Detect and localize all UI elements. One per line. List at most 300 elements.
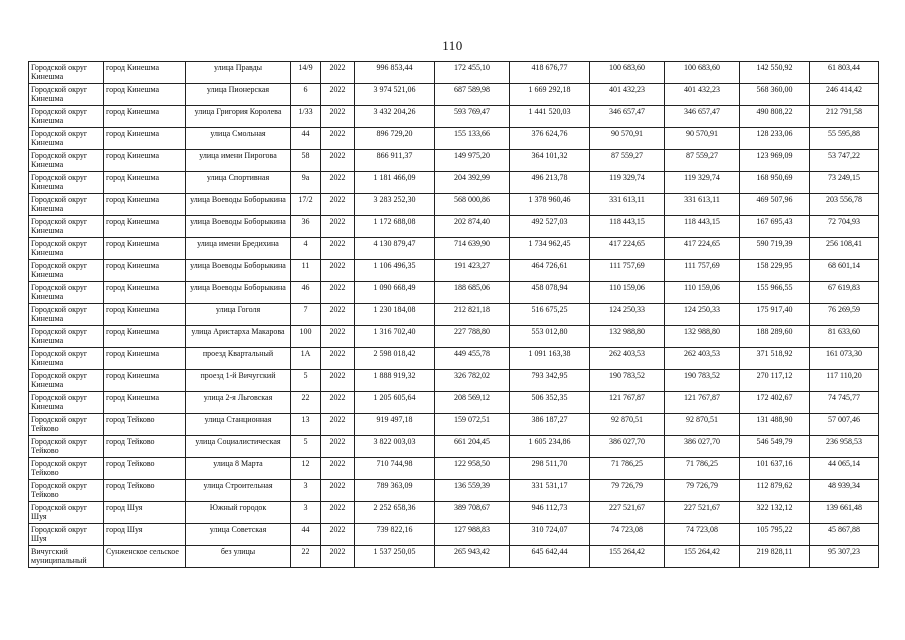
year-cell: 2022 bbox=[321, 62, 355, 84]
table-row bbox=[29, 260, 879, 282]
table-row bbox=[29, 62, 879, 84]
amount-cell-6: 67 619,83 bbox=[810, 282, 879, 304]
locality-cell: город Шуя bbox=[104, 502, 186, 524]
locality-cell: город Кинешма bbox=[104, 216, 186, 238]
total-cost-cell: 1 106 496,35 bbox=[355, 260, 435, 282]
amount-cell-3: 100 683,60 bbox=[590, 62, 665, 84]
street-cell: улица Воеводы Боборыкина bbox=[186, 194, 291, 216]
year-cell: 2022 bbox=[321, 304, 355, 326]
municipality-cell: Городской округ Кинешма bbox=[29, 370, 104, 392]
table-row bbox=[29, 414, 879, 436]
amount-cell-1: 191 423,27 bbox=[435, 260, 510, 282]
municipality-cell: Городской округ Тейково bbox=[29, 436, 104, 458]
total-cost-cell: 3 432 204,26 bbox=[355, 106, 435, 128]
house-number-cell: 44 bbox=[291, 524, 321, 546]
street-cell: проезд 1-й Вичугский bbox=[186, 370, 291, 392]
amount-cell-2: 331 531,17 bbox=[510, 480, 590, 502]
municipality-cell: Вичугский муниципальный bbox=[29, 546, 104, 568]
amount-cell-2: 1 441 520,03 bbox=[510, 106, 590, 128]
table-row bbox=[29, 348, 879, 370]
municipality-cell: Городской округ Кинешма bbox=[29, 84, 104, 106]
amount-cell-4: 155 264,42 bbox=[665, 546, 740, 568]
total-cost-cell: 866 911,37 bbox=[355, 150, 435, 172]
municipality-cell: Городской округ Кинешма bbox=[29, 326, 104, 348]
amount-cell-4: 118 443,15 bbox=[665, 216, 740, 238]
amount-cell-1: 208 569,12 bbox=[435, 392, 510, 414]
amount-cell-5: 131 488,90 bbox=[740, 414, 810, 436]
amount-cell-3: 262 403,53 bbox=[590, 348, 665, 370]
amount-cell-5: 168 950,69 bbox=[740, 172, 810, 194]
amount-cell-5: 175 917,40 bbox=[740, 304, 810, 326]
year-cell: 2022 bbox=[321, 150, 355, 172]
municipality-cell: Городской округ Кинешма bbox=[29, 194, 104, 216]
amount-cell-3: 74 723,08 bbox=[590, 524, 665, 546]
year-cell: 2022 bbox=[321, 348, 355, 370]
street-cell: улица Правды bbox=[186, 62, 291, 84]
amount-cell-1: 568 000,86 bbox=[435, 194, 510, 216]
street-cell: улица имени Пирогова bbox=[186, 150, 291, 172]
house-number-cell: 11 bbox=[291, 260, 321, 282]
table-row bbox=[29, 436, 879, 458]
amount-cell-6: 55 595,88 bbox=[810, 128, 879, 150]
total-cost-cell: 1 090 668,49 bbox=[355, 282, 435, 304]
amount-cell-3: 110 159,06 bbox=[590, 282, 665, 304]
street-cell: улица имени Бредихина bbox=[186, 238, 291, 260]
year-cell: 2022 bbox=[321, 546, 355, 568]
amount-cell-5: 590 719,39 bbox=[740, 238, 810, 260]
street-cell: улица Воеводы Боборыкина bbox=[186, 216, 291, 238]
year-cell: 2022 bbox=[321, 238, 355, 260]
amount-cell-1: 687 589,98 bbox=[435, 84, 510, 106]
house-number-cell: 5 bbox=[291, 436, 321, 458]
year-cell: 2022 bbox=[321, 216, 355, 238]
amount-cell-3: 190 783,52 bbox=[590, 370, 665, 392]
municipality-cell: Городской округ Тейково bbox=[29, 414, 104, 436]
year-cell: 2022 bbox=[321, 128, 355, 150]
year-cell: 2022 bbox=[321, 84, 355, 106]
house-number-cell: 7 bbox=[291, 304, 321, 326]
amount-cell-4: 132 988,80 bbox=[665, 326, 740, 348]
year-cell: 2022 bbox=[321, 370, 355, 392]
amount-cell-6: 139 661,48 bbox=[810, 502, 879, 524]
amount-cell-6: 48 939,34 bbox=[810, 480, 879, 502]
amount-cell-4: 90 570,91 bbox=[665, 128, 740, 150]
table-row bbox=[29, 304, 879, 326]
amount-cell-3: 401 432,23 bbox=[590, 84, 665, 106]
house-number-cell: 1А bbox=[291, 348, 321, 370]
amount-cell-4: 262 403,53 bbox=[665, 348, 740, 370]
amount-cell-2: 418 676,77 bbox=[510, 62, 590, 84]
street-cell: улица Воеводы Боборыкина bbox=[186, 260, 291, 282]
amount-cell-1: 202 874,40 bbox=[435, 216, 510, 238]
amount-cell-2: 1 091 163,38 bbox=[510, 348, 590, 370]
locality-cell: город Кинешма bbox=[104, 84, 186, 106]
total-cost-cell: 789 363,09 bbox=[355, 480, 435, 502]
house-number-cell: 58 bbox=[291, 150, 321, 172]
amount-cell-2: 496 213,78 bbox=[510, 172, 590, 194]
amount-cell-6: 117 110,20 bbox=[810, 370, 879, 392]
amount-cell-6: 72 704,93 bbox=[810, 216, 879, 238]
amount-cell-2: 364 101,32 bbox=[510, 150, 590, 172]
house-number-cell: 5 bbox=[291, 370, 321, 392]
locality-cell: город Кинешма bbox=[104, 150, 186, 172]
amount-cell-4: 71 786,25 bbox=[665, 458, 740, 480]
amount-cell-1: 122 958,50 bbox=[435, 458, 510, 480]
amount-cell-1: 714 639,90 bbox=[435, 238, 510, 260]
amount-cell-1: 155 133,66 bbox=[435, 128, 510, 150]
house-number-cell: 36 bbox=[291, 216, 321, 238]
street-cell: улица Социалистическая bbox=[186, 436, 291, 458]
amount-cell-5: 128 233,06 bbox=[740, 128, 810, 150]
amount-cell-4: 100 683,60 bbox=[665, 62, 740, 84]
street-cell: улица Советская bbox=[186, 524, 291, 546]
house-number-cell: 44 bbox=[291, 128, 321, 150]
amount-cell-1: 204 392,99 bbox=[435, 172, 510, 194]
amount-cell-1: 172 455,10 bbox=[435, 62, 510, 84]
amount-cell-1: 593 769,47 bbox=[435, 106, 510, 128]
total-cost-cell: 3 974 521,06 bbox=[355, 84, 435, 106]
amount-cell-5: 158 229,95 bbox=[740, 260, 810, 282]
street-cell: улица Пионерская bbox=[186, 84, 291, 106]
total-cost-cell: 3 283 252,30 bbox=[355, 194, 435, 216]
amount-cell-1: 212 821,18 bbox=[435, 304, 510, 326]
municipality-cell: Городской округ Шуя bbox=[29, 524, 104, 546]
year-cell: 2022 bbox=[321, 172, 355, 194]
municipality-cell: Городской округ Кинешма bbox=[29, 150, 104, 172]
total-cost-cell: 1 316 702,40 bbox=[355, 326, 435, 348]
year-cell: 2022 bbox=[321, 260, 355, 282]
amount-cell-4: 110 159,06 bbox=[665, 282, 740, 304]
amount-cell-3: 132 988,80 bbox=[590, 326, 665, 348]
total-cost-cell: 2 252 658,36 bbox=[355, 502, 435, 524]
amount-cell-2: 1 734 962,45 bbox=[510, 238, 590, 260]
amount-cell-5: 105 795,22 bbox=[740, 524, 810, 546]
amount-cell-4: 190 783,52 bbox=[665, 370, 740, 392]
amount-cell-3: 346 657,47 bbox=[590, 106, 665, 128]
street-cell: улица Спортивная bbox=[186, 172, 291, 194]
house-number-cell: 17/2 bbox=[291, 194, 321, 216]
amount-cell-5: 112 879,62 bbox=[740, 480, 810, 502]
house-number-cell: 22 bbox=[291, 546, 321, 568]
amount-cell-6: 95 307,23 bbox=[810, 546, 879, 568]
table-row bbox=[29, 238, 879, 260]
total-cost-cell: 996 853,44 bbox=[355, 62, 435, 84]
locality-cell: город Тейково bbox=[104, 414, 186, 436]
amount-cell-5: 142 550,92 bbox=[740, 62, 810, 84]
year-cell: 2022 bbox=[321, 282, 355, 304]
table-row bbox=[29, 150, 879, 172]
locality-cell: город Тейково bbox=[104, 480, 186, 502]
street-cell: улица 8 Марта bbox=[186, 458, 291, 480]
street-cell: улица Григория Королева bbox=[186, 106, 291, 128]
amount-cell-3: 331 613,11 bbox=[590, 194, 665, 216]
amount-cell-4: 92 870,51 bbox=[665, 414, 740, 436]
amount-cell-6: 256 108,41 bbox=[810, 238, 879, 260]
locality-cell: город Кинешма bbox=[104, 172, 186, 194]
amount-cell-2: 376 624,76 bbox=[510, 128, 590, 150]
total-cost-cell: 1 181 466,09 bbox=[355, 172, 435, 194]
amount-cell-5: 490 808,22 bbox=[740, 106, 810, 128]
municipality-cell: Городской округ Кинешма bbox=[29, 260, 104, 282]
municipality-cell: Городской округ Кинешма bbox=[29, 128, 104, 150]
amount-cell-6: 73 249,15 bbox=[810, 172, 879, 194]
amount-cell-2: 1 669 292,18 bbox=[510, 84, 590, 106]
amount-cell-3: 417 224,65 bbox=[590, 238, 665, 260]
locality-cell: город Тейково bbox=[104, 458, 186, 480]
year-cell: 2022 bbox=[321, 436, 355, 458]
municipality-cell: Городской округ Кинешма bbox=[29, 238, 104, 260]
municipality-cell: Городской округ Тейково bbox=[29, 458, 104, 480]
municipality-cell: Городской округ Кинешма bbox=[29, 392, 104, 414]
locality-cell: город Кинешма bbox=[104, 326, 186, 348]
amount-cell-6: 246 414,42 bbox=[810, 84, 879, 106]
amount-cell-6: 161 073,30 bbox=[810, 348, 879, 370]
amount-cell-4: 417 224,65 bbox=[665, 238, 740, 260]
amount-cell-6: 61 803,44 bbox=[810, 62, 879, 84]
house-number-cell: 46 bbox=[291, 282, 321, 304]
amount-cell-4: 124 250,33 bbox=[665, 304, 740, 326]
amount-cell-2: 516 675,25 bbox=[510, 304, 590, 326]
amount-cell-1: 449 455,78 bbox=[435, 348, 510, 370]
amount-cell-3: 121 767,87 bbox=[590, 392, 665, 414]
locality-cell: город Кинешма bbox=[104, 392, 186, 414]
page-number: 110 bbox=[442, 38, 463, 53]
municipality-cell: Городской округ Кинешма bbox=[29, 282, 104, 304]
house-number-cell: 3 bbox=[291, 502, 321, 524]
amount-cell-3: 92 870,51 bbox=[590, 414, 665, 436]
year-cell: 2022 bbox=[321, 502, 355, 524]
amount-cell-6: 53 747,22 bbox=[810, 150, 879, 172]
locality-cell: город Кинешма bbox=[104, 106, 186, 128]
amount-cell-3: 155 264,42 bbox=[590, 546, 665, 568]
locality-cell: город Кинешма bbox=[104, 194, 186, 216]
amount-cell-5: 188 289,60 bbox=[740, 326, 810, 348]
house-number-cell: 4 bbox=[291, 238, 321, 260]
amount-cell-4: 74 723,08 bbox=[665, 524, 740, 546]
year-cell: 2022 bbox=[321, 524, 355, 546]
municipality-cell: Городской округ Тейково bbox=[29, 480, 104, 502]
locality-cell: город Кинешма bbox=[104, 128, 186, 150]
amount-cell-6: 44 065,14 bbox=[810, 458, 879, 480]
year-cell: 2022 bbox=[321, 458, 355, 480]
amount-cell-4: 111 757,69 bbox=[665, 260, 740, 282]
amount-cell-4: 386 027,70 bbox=[665, 436, 740, 458]
amount-cell-2: 464 726,61 bbox=[510, 260, 590, 282]
amount-cell-4: 346 657,47 bbox=[665, 106, 740, 128]
amount-cell-6: 212 791,58 bbox=[810, 106, 879, 128]
year-cell: 2022 bbox=[321, 392, 355, 414]
amount-cell-2: 298 511,70 bbox=[510, 458, 590, 480]
locality-cell: город Кинешма bbox=[104, 304, 186, 326]
amount-cell-2: 1 378 960,46 bbox=[510, 194, 590, 216]
amount-cell-2: 946 112,73 bbox=[510, 502, 590, 524]
table-row bbox=[29, 326, 879, 348]
amount-cell-5: 167 695,43 bbox=[740, 216, 810, 238]
table-row bbox=[29, 524, 879, 546]
amount-cell-6: 203 556,78 bbox=[810, 194, 879, 216]
table-row bbox=[29, 282, 879, 304]
house-number-cell: 13 bbox=[291, 414, 321, 436]
house-number-cell: 1/33 bbox=[291, 106, 321, 128]
house-number-cell: 100 bbox=[291, 326, 321, 348]
amount-cell-2: 553 012,80 bbox=[510, 326, 590, 348]
table-row bbox=[29, 194, 879, 216]
amount-cell-4: 331 613,11 bbox=[665, 194, 740, 216]
amount-cell-2: 310 724,07 bbox=[510, 524, 590, 546]
house-number-cell: 14/9 bbox=[291, 62, 321, 84]
municipality-cell: Городской округ Кинешма bbox=[29, 304, 104, 326]
street-cell: Южный городок bbox=[186, 502, 291, 524]
total-cost-cell: 1 205 605,64 bbox=[355, 392, 435, 414]
amount-cell-6: 45 867,88 bbox=[810, 524, 879, 546]
year-cell: 2022 bbox=[321, 106, 355, 128]
amount-cell-2: 645 642,44 bbox=[510, 546, 590, 568]
table-row bbox=[29, 172, 879, 194]
amount-cell-2: 492 527,03 bbox=[510, 216, 590, 238]
amount-cell-1: 661 204,45 bbox=[435, 436, 510, 458]
total-cost-cell: 710 744,98 bbox=[355, 458, 435, 480]
street-cell: улица Аристарха Макарова bbox=[186, 326, 291, 348]
locality-cell: город Кинешма bbox=[104, 260, 186, 282]
table-row bbox=[29, 370, 879, 392]
amount-cell-2: 793 342,95 bbox=[510, 370, 590, 392]
total-cost-cell: 1 172 688,08 bbox=[355, 216, 435, 238]
municipality-cell: Городской округ Шуя bbox=[29, 502, 104, 524]
amount-cell-3: 71 786,25 bbox=[590, 458, 665, 480]
amount-cell-3: 90 570,91 bbox=[590, 128, 665, 150]
amount-cell-1: 326 782,02 bbox=[435, 370, 510, 392]
locality-cell: город Тейково bbox=[104, 436, 186, 458]
total-cost-cell: 3 822 003,03 bbox=[355, 436, 435, 458]
amount-cell-4: 87 559,27 bbox=[665, 150, 740, 172]
amount-cell-6: 76 269,59 bbox=[810, 304, 879, 326]
amount-cell-6: 236 958,53 bbox=[810, 436, 879, 458]
locality-cell: город Кинешма bbox=[104, 62, 186, 84]
municipality-cell: Городской округ Кинешма bbox=[29, 348, 104, 370]
amount-cell-3: 79 726,79 bbox=[590, 480, 665, 502]
amount-cell-1: 127 988,83 bbox=[435, 524, 510, 546]
amount-cell-1: 136 559,39 bbox=[435, 480, 510, 502]
amount-cell-5: 155 966,55 bbox=[740, 282, 810, 304]
street-cell: улица Смольная bbox=[186, 128, 291, 150]
street-cell: улица Строительная bbox=[186, 480, 291, 502]
locality-cell: Сунженское сельское bbox=[104, 546, 186, 568]
total-cost-cell: 1 537 250,05 bbox=[355, 546, 435, 568]
table-row bbox=[29, 128, 879, 150]
amount-cell-5: 172 402,67 bbox=[740, 392, 810, 414]
table-row bbox=[29, 480, 879, 502]
amount-cell-2: 458 078,94 bbox=[510, 282, 590, 304]
table-row bbox=[29, 458, 879, 480]
amount-cell-3: 386 027,70 bbox=[590, 436, 665, 458]
total-cost-cell: 2 598 018,42 bbox=[355, 348, 435, 370]
house-number-cell: 12 bbox=[291, 458, 321, 480]
locality-cell: город Кинешма bbox=[104, 238, 186, 260]
amount-cell-6: 68 601,14 bbox=[810, 260, 879, 282]
amount-cell-2: 506 352,35 bbox=[510, 392, 590, 414]
amount-cell-4: 227 521,67 bbox=[665, 502, 740, 524]
locality-cell: город Кинешма bbox=[104, 370, 186, 392]
street-cell: проезд Квартальный bbox=[186, 348, 291, 370]
total-cost-cell: 1 888 919,32 bbox=[355, 370, 435, 392]
amount-cell-5: 469 507,96 bbox=[740, 194, 810, 216]
house-number-cell: 9а bbox=[291, 172, 321, 194]
amount-cell-5: 568 360,00 bbox=[740, 84, 810, 106]
amount-cell-3: 119 329,74 bbox=[590, 172, 665, 194]
amount-cell-5: 546 549,79 bbox=[740, 436, 810, 458]
amount-cell-6: 57 007,46 bbox=[810, 414, 879, 436]
street-cell: улица Воеводы Боборыкина bbox=[186, 282, 291, 304]
table-row bbox=[29, 106, 879, 128]
amount-cell-6: 81 633,60 bbox=[810, 326, 879, 348]
amount-cell-4: 121 767,87 bbox=[665, 392, 740, 414]
house-number-cell: 6 bbox=[291, 84, 321, 106]
amount-cell-3: 124 250,33 bbox=[590, 304, 665, 326]
table-row bbox=[29, 392, 879, 414]
amount-cell-2: 386 187,27 bbox=[510, 414, 590, 436]
municipality-cell: Городской округ Кинешма bbox=[29, 216, 104, 238]
municipality-cell: Городской округ Кинешма bbox=[29, 106, 104, 128]
year-cell: 2022 bbox=[321, 480, 355, 502]
table-row bbox=[29, 216, 879, 238]
amount-cell-4: 119 329,74 bbox=[665, 172, 740, 194]
amount-cell-4: 79 726,79 bbox=[665, 480, 740, 502]
year-cell: 2022 bbox=[321, 414, 355, 436]
table-row bbox=[29, 502, 879, 524]
table-row bbox=[29, 546, 879, 568]
total-cost-cell: 1 230 184,08 bbox=[355, 304, 435, 326]
housing-repair-table bbox=[28, 61, 879, 568]
amount-cell-4: 401 432,23 bbox=[665, 84, 740, 106]
amount-cell-1: 227 788,80 bbox=[435, 326, 510, 348]
amount-cell-5: 101 637,16 bbox=[740, 458, 810, 480]
table-body bbox=[29, 62, 879, 568]
municipality-cell: Городской округ Кинешма bbox=[29, 172, 104, 194]
amount-cell-3: 118 443,15 bbox=[590, 216, 665, 238]
amount-cell-5: 270 117,12 bbox=[740, 370, 810, 392]
year-cell: 2022 bbox=[321, 326, 355, 348]
street-cell: улица Гоголя bbox=[186, 304, 291, 326]
amount-cell-3: 87 559,27 bbox=[590, 150, 665, 172]
total-cost-cell: 4 130 879,47 bbox=[355, 238, 435, 260]
amount-cell-1: 389 708,67 bbox=[435, 502, 510, 524]
year-cell: 2022 bbox=[321, 194, 355, 216]
house-number-cell: 3 bbox=[291, 480, 321, 502]
locality-cell: город Шуя bbox=[104, 524, 186, 546]
amount-cell-3: 111 757,69 bbox=[590, 260, 665, 282]
total-cost-cell: 919 497,18 bbox=[355, 414, 435, 436]
amount-cell-1: 159 072,51 bbox=[435, 414, 510, 436]
street-cell: без улицы bbox=[186, 546, 291, 568]
amount-cell-2: 1 605 234,86 bbox=[510, 436, 590, 458]
street-cell: улица 2-я Льговская bbox=[186, 392, 291, 414]
locality-cell: город Кинешма bbox=[104, 282, 186, 304]
municipality-cell: Городской округ Кинешма bbox=[29, 62, 104, 84]
amount-cell-5: 123 969,09 bbox=[740, 150, 810, 172]
locality-cell: город Кинешма bbox=[104, 348, 186, 370]
amount-cell-5: 371 518,92 bbox=[740, 348, 810, 370]
amount-cell-5: 219 828,11 bbox=[740, 546, 810, 568]
street-cell: улица Станционная bbox=[186, 414, 291, 436]
total-cost-cell: 896 729,20 bbox=[355, 128, 435, 150]
amount-cell-1: 188 685,06 bbox=[435, 282, 510, 304]
amount-cell-6: 74 745,77 bbox=[810, 392, 879, 414]
amount-cell-5: 322 132,12 bbox=[740, 502, 810, 524]
amount-cell-3: 227 521,67 bbox=[590, 502, 665, 524]
house-number-cell: 22 bbox=[291, 392, 321, 414]
amount-cell-1: 149 975,20 bbox=[435, 150, 510, 172]
amount-cell-1: 265 943,42 bbox=[435, 546, 510, 568]
